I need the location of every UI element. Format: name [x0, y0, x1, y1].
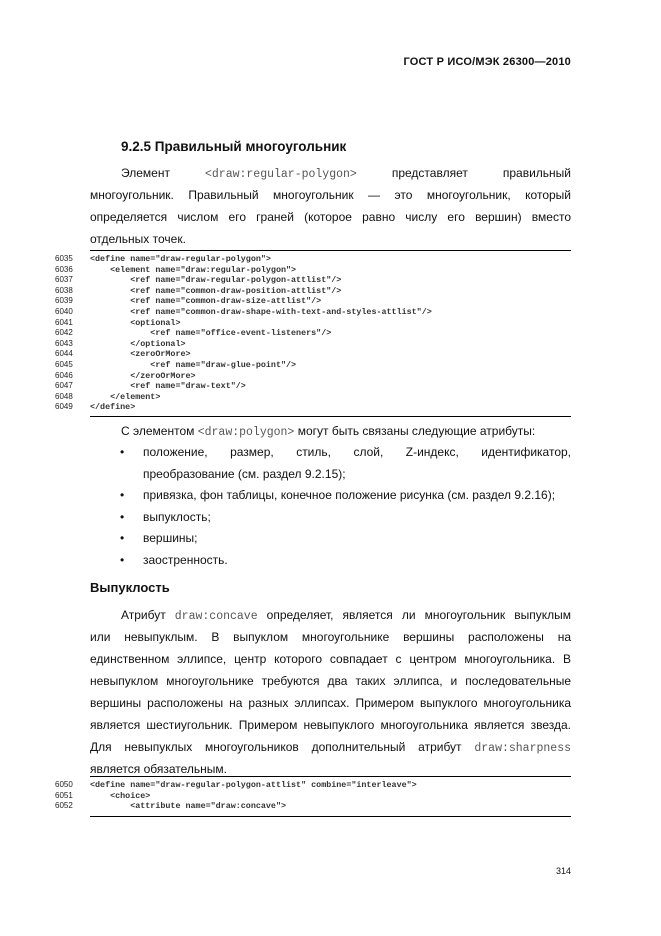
convex-line-7: Для невыпуклых многоугольников дополнительный атрибут draw:sharpness: [90, 740, 571, 755]
line-number: 6043: [55, 338, 73, 348]
code-rule-top: [90, 250, 571, 251]
list-item: • вершины;: [117, 528, 571, 550]
code-line: [55, 265, 575, 276]
code-line: [55, 360, 575, 371]
line-number: 6035: [55, 254, 73, 263]
subsection-title: Выпуклость: [90, 580, 170, 595]
line-number: 6044: [55, 349, 73, 359]
line-number: 6037: [55, 275, 73, 285]
code-line: [55, 254, 575, 265]
convex-line-1: Атрибут draw:concave определяет, является ли многоугольник выпуклым: [121, 608, 571, 623]
code-text: <ref name="draw-text"/>: [90, 381, 246, 392]
code-text: <choice>: [90, 790, 151, 801]
code-text: </zeroOrMore>: [90, 370, 196, 381]
code-text: <zeroOrMore>: [90, 349, 191, 360]
line-number: 6038: [55, 285, 73, 295]
section-title: 9.2.5 Правильный многоугольник: [121, 139, 347, 154]
code-line: [55, 371, 575, 382]
line-number: 6049: [55, 402, 73, 412]
list-item: • привязка, фон таблицы, конечное положение рисунка (см. раздел 9.2.16);: [117, 485, 571, 507]
intro-line-2: многоугольник. Правильный многоугольник — это многоугольник, который: [90, 188, 571, 202]
code-text: <ref name="draw-glue-point"/>: [90, 359, 297, 370]
convex-line-2: или невыпуклым. В выпуклом многоугольнике вершины расположены на: [90, 630, 571, 644]
code-line: [55, 801, 575, 812]
convex-line-6: является шестиугольник. Примером невыпуклого многоугольника является звезда.: [90, 718, 571, 732]
convex-line-3: единственном эллипсе, центр которого совпадает с центром многоугольника. В: [90, 652, 571, 666]
code-line: [55, 392, 575, 403]
line-number: 6036: [55, 264, 73, 274]
code-text: </optional>: [90, 338, 186, 349]
intro-paragraph: [90, 162, 571, 250]
line-number: 6045: [55, 359, 73, 369]
list-item: • выпуклость;: [117, 507, 571, 529]
code-text: <ref name="common-draw-size-attlist"/>: [90, 296, 322, 307]
code-listing-1: [55, 254, 575, 413]
code-text: <ref name="common-draw-position-attlist"/>: [90, 285, 342, 296]
code-line: [55, 286, 575, 297]
page-number: 314: [555, 866, 571, 876]
code-listing-2: [55, 780, 575, 812]
code-text: <define name="draw-regular-polygon-attlist" combine="interleave">: [90, 780, 417, 790]
line-number: 6051: [55, 790, 73, 800]
bullet-icon: •: [120, 445, 125, 459]
bullet-icon: •: [120, 488, 125, 502]
convex-line-5: вершины расположены на разных эллипсах. Примером выпуклого многоугольника: [90, 696, 571, 710]
code-line: [55, 275, 575, 286]
line-number: 6046: [55, 370, 73, 380]
code-text: <element name="draw:regular-polygon">: [90, 264, 297, 275]
code-line: [55, 318, 575, 329]
line-number: 6048: [55, 391, 73, 401]
bullet-icon: •: [120, 509, 125, 524]
code-text: <ref name="office-event-listeners"/>: [90, 328, 332, 339]
convex-line-8: является обязательным.: [90, 762, 227, 776]
code-line: [55, 402, 575, 413]
convex-line-4: невыпуклом многоугольнике требуются два таких эллипса, и последовательные: [90, 674, 571, 688]
convex-paragraph: [90, 604, 571, 780]
code-text: <optional>: [90, 317, 181, 328]
code-text: <attribute name="draw:concave">: [90, 801, 287, 812]
code-line: [55, 328, 575, 339]
line-number: 6047: [55, 381, 73, 391]
line-number: 6039: [55, 296, 73, 306]
code-text: </element>: [90, 391, 161, 402]
code-rule-bottom-2: [90, 816, 571, 817]
code-text: <ref name="draw-regular-polygon-attlist"/>: [90, 275, 342, 286]
code-line: [55, 381, 575, 392]
line-number: 6041: [55, 317, 73, 327]
list-item-text: положение, размер, стиль, слой, Z-индекс, идентификатор,: [143, 445, 572, 459]
attributes-intro-line: С элементом <draw:polygon> могут быть связаны следующие атрибуты:: [121, 424, 536, 439]
intro-line-3: определяется числом его граней (которое равно числу его вершин) вместо: [90, 210, 571, 224]
list-item: [117, 442, 571, 464]
line-number: 6040: [55, 306, 73, 316]
list-item: • заостренность.: [117, 550, 571, 572]
code-text: <define name="draw-regular-polygon">: [90, 254, 271, 264]
code-line: [55, 791, 575, 802]
intro-line-4: отдельных точек.: [90, 232, 186, 246]
bullet-icon: •: [120, 531, 125, 545]
bullet-icon: •: [120, 552, 125, 567]
code-line: [55, 349, 575, 360]
line-number: 6052: [55, 801, 73, 811]
attribute-list: [117, 442, 571, 571]
line-number: 6042: [55, 328, 73, 338]
code-line: [55, 780, 575, 791]
attributes-intro: [121, 420, 571, 442]
code-text: </define>: [90, 402, 136, 413]
running-header: ГОСТ Р ИСО/МЭК 26300—2010: [403, 56, 571, 68]
code-rule-bottom: [90, 416, 571, 417]
list-item-continuation: преобразование (см. раздел 9.2.15);: [143, 466, 346, 481]
line-number: 6050: [55, 780, 73, 789]
code-text: <ref name="common-draw-shape-with-text-and-styles-attlist"/>: [90, 306, 432, 317]
code-line: [55, 296, 575, 307]
intro-line-1: Элемент <draw:regular-polygon> представляет правильный: [121, 166, 572, 181]
code-rule-top-2: [90, 776, 571, 777]
code-line: [55, 339, 575, 350]
code-line: [55, 307, 575, 318]
